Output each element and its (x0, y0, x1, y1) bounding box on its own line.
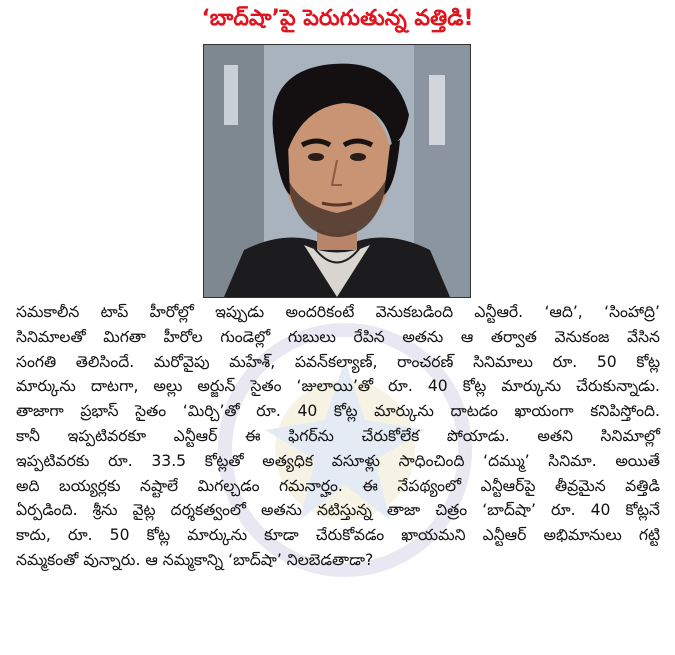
article-line: అది బయ్యర్లకు నష్టాలే మిగల్చడం గమనార్హం. ఈ నేపథ్యంలో ఎన్టీఆర్‌పై తీవ్రమైన వత్తిడి (16, 476, 660, 495)
article-line: కానీ ఇప్పటివరకూ ఎన్టీఆర్ ఈ ఫిగర్‌ను చేరుకోలేక పోయాడు. అతని సినిమాల్లో (16, 426, 660, 445)
article-line: నమ్మకంతో వున్నారు. ఆ నమ్మకాన్ని ‘బాద్‌షా’ నిలబెడతాడా? (16, 550, 374, 569)
article-line: సంగతి తెలిసిందే. మరోవైపు మహేశ్, పవన్‌కల్యాణ్, రాంచరణ్ సినిమాలు రూ. 50 కోట్ల (16, 352, 660, 371)
article-line: తాజాగా ప్రభాస్ సైతం ‘మిర్చి’తో రూ. 40 కోట్ల మార్కును దాటడం ఖాయంగా కనిపిస్తోంది. (16, 402, 660, 421)
portrait-photo (203, 44, 471, 298)
article-body (16, 300, 660, 573)
article-line: సమకాలీన టాప్ హీరోల్లో ఇప్పుడు అందరికంటే వెనుకబడింది ఎన్టీఆరే. ‘ఆది’, ‘సింహాద్రి’ (16, 303, 660, 321)
article-headline: ‘బాద్‌షా’పై పెరుగుతున్న వత్తిడి! (201, 6, 474, 31)
article-line: ఇప్పటివరకు రూ. 33.5 కోట్లతో అత్యధిక వసూళ్లు సాధించింది ‘దమ్ము’ సినిమా. అయితే (16, 451, 660, 470)
article-line: సినిమాలతో మిగతా హీరోల గుండెల్లో గుబులు రేపిన అతను ఆ తర్వాత వెనుకంజ వేసిన (16, 327, 660, 346)
article-paragraph (16, 300, 660, 573)
article-line: ఏర్పడింది. శ్రీను వైట్ల దర్శకత్వంలో అతను నటిస్తున్న తాజా చిత్రం ‘బాద్‌షా’ రూ. 40 కోట్లనే (16, 501, 660, 520)
article-line: మార్కును దాటగా, అల్లు అర్జున్ సైతం ‘జులాయి’తో రూ. 40 కోట్ల మార్కును చేరుకున్నాడు. (16, 377, 660, 396)
portrait-photo-icon (204, 45, 470, 297)
article-line: కాదు, రూ. 50 కోట్ల మార్కును కూడా చేరుకోవడం ఖాయమని ఎన్టీఆర్ అభిమానులు గట్టి (16, 526, 660, 545)
